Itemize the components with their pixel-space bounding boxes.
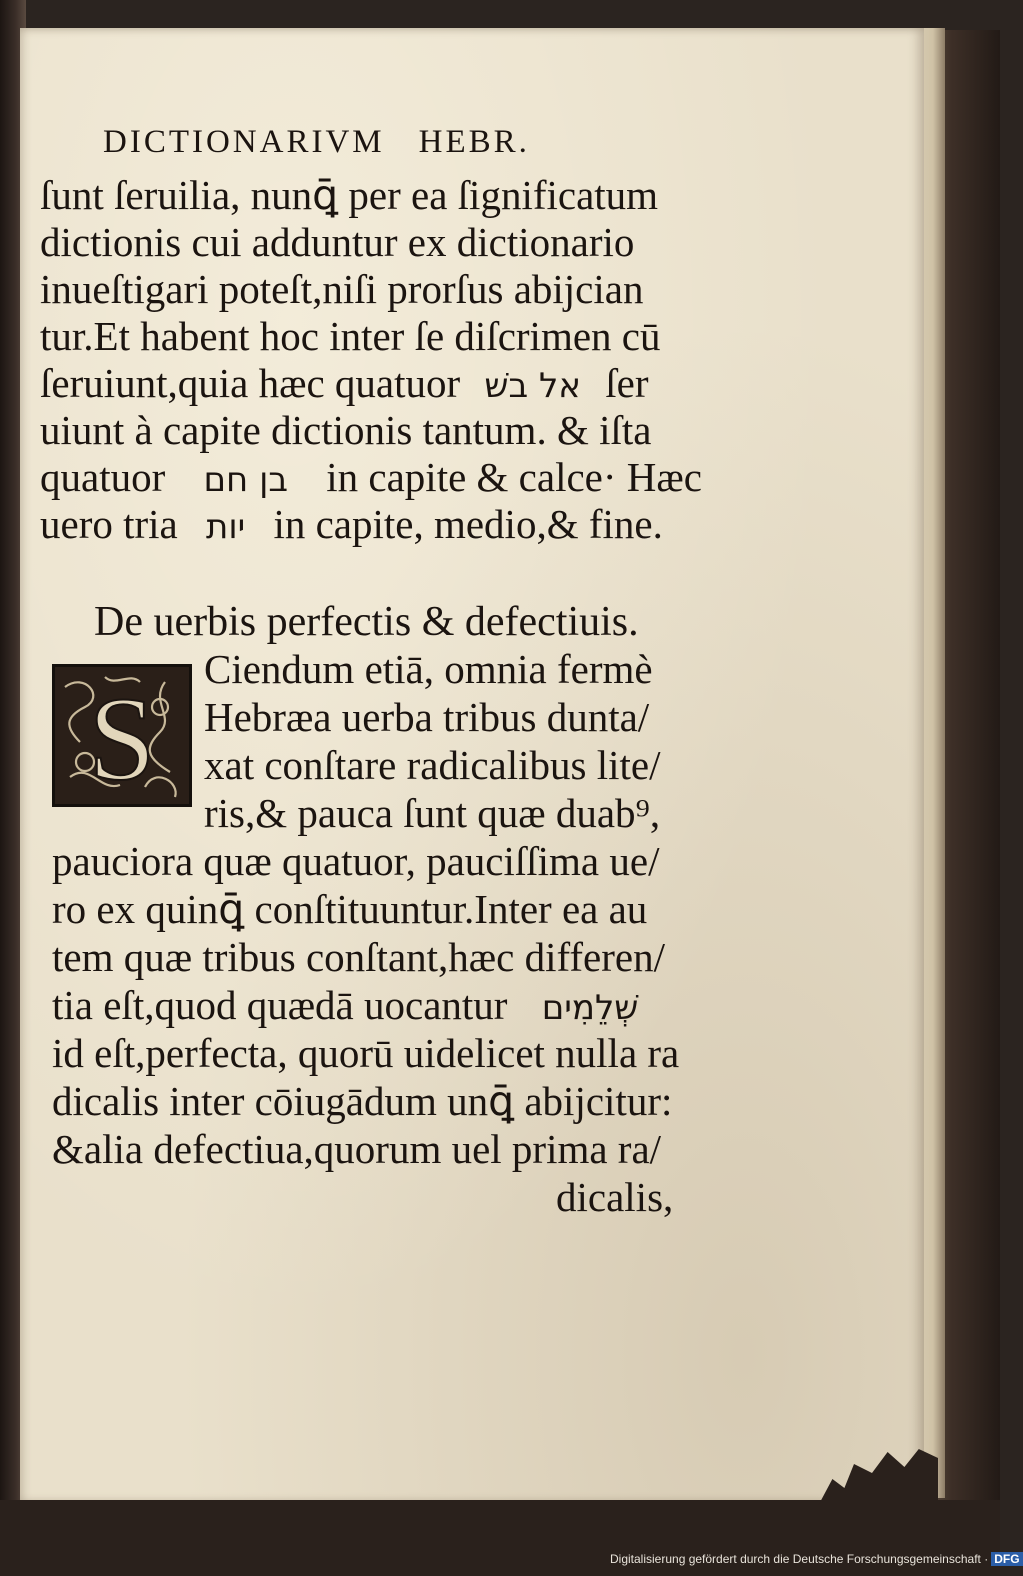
credit-text: Digitalisierung gefördert durch die Deutsche Forschungsgemeinschaft · [610, 1552, 989, 1566]
latin-text: quatuor [40, 454, 166, 500]
digitization-credit [610, 1552, 1023, 1566]
paragraph2-line-9: id eſt,perfecta, quorū uidelicet nulla ra [52, 1030, 680, 1076]
paragraph2-line-11: &alia defectiua,quorum uel prima ra/ [52, 1126, 662, 1172]
section-heading: De uerbis perfectis & defectiuis. [94, 599, 639, 645]
latin-text: uero tria [40, 501, 178, 547]
paragraph2-line-5: pauciora quæ quatuor, pauciſſima ue/ [52, 838, 660, 884]
hebrew-word: אל בשׁ [484, 366, 582, 406]
paragraph1-line-3: inueſtigari poteſt,niſi prorſus abijcian [40, 266, 644, 312]
paragraph1-line-1: ſunt ſeruilia, nunꝗ̄ per ea ſignificatum [40, 172, 659, 218]
latin-text: in capite, medio,& fine. [273, 501, 663, 547]
hebrew-word: שְׁלֵמִים [541, 988, 639, 1028]
paragraph2-line-7: tem quæ tribus conſtant,hæc differen/ [52, 934, 665, 980]
hebrew-word: יות [205, 507, 246, 547]
dfg-logo: DFG [991, 1552, 1022, 1566]
paragraph2-line-4: ris,& pauca ſunt quæ duab⁹, [204, 790, 661, 836]
paragraph1-line-5 [40, 360, 649, 409]
header-abbrev: HEBR. [418, 124, 530, 160]
paragraph1-line-2: dictionis cui adduntur ex dictionario [40, 219, 635, 265]
paragraph1-line-7 [40, 454, 702, 503]
paragraph2-line-3: xat conſtare radicalibus lite/ [204, 742, 661, 788]
paragraph1-line-8 [40, 501, 663, 550]
latin-text: tia eſt,quod quædā uocantur [52, 982, 508, 1028]
hebrew-word: בן חם [203, 460, 289, 500]
initial-letter: S [88, 672, 156, 805]
paragraph2-line-2: Hebræa uerba tribus dunta/ [204, 694, 650, 740]
header-title: DICTIONARIVM [103, 124, 385, 160]
paragraph2-line-8 [52, 982, 638, 1031]
latin-text: in capite & calce· Hæc [326, 454, 702, 500]
catchword: dicalis, [556, 1174, 674, 1220]
paragraph1-line-6: uiunt à capite dictionis tantum. & iſta [40, 407, 652, 453]
decorated-initial [52, 664, 192, 807]
paragraph2-line-6: ro ex quinꝗ̄ conſtituuntur.Inter ea au [52, 886, 648, 932]
latin-text: ſer [605, 360, 649, 406]
paragraph1-line-4: tur.Et habent hoc inter ſe diſcrimen cū [40, 313, 661, 359]
floral-ornament-icon [55, 667, 189, 804]
latin-text: ſeruiunt,quia hæc quatuor [40, 360, 461, 406]
running-header [103, 124, 530, 161]
paragraph2-line-10: dicalis inter cōiugādum unꝗ̄ abijcitur: [52, 1078, 673, 1124]
paragraph2-line-1: Ciendum etiā, omnia fermè [204, 646, 653, 692]
